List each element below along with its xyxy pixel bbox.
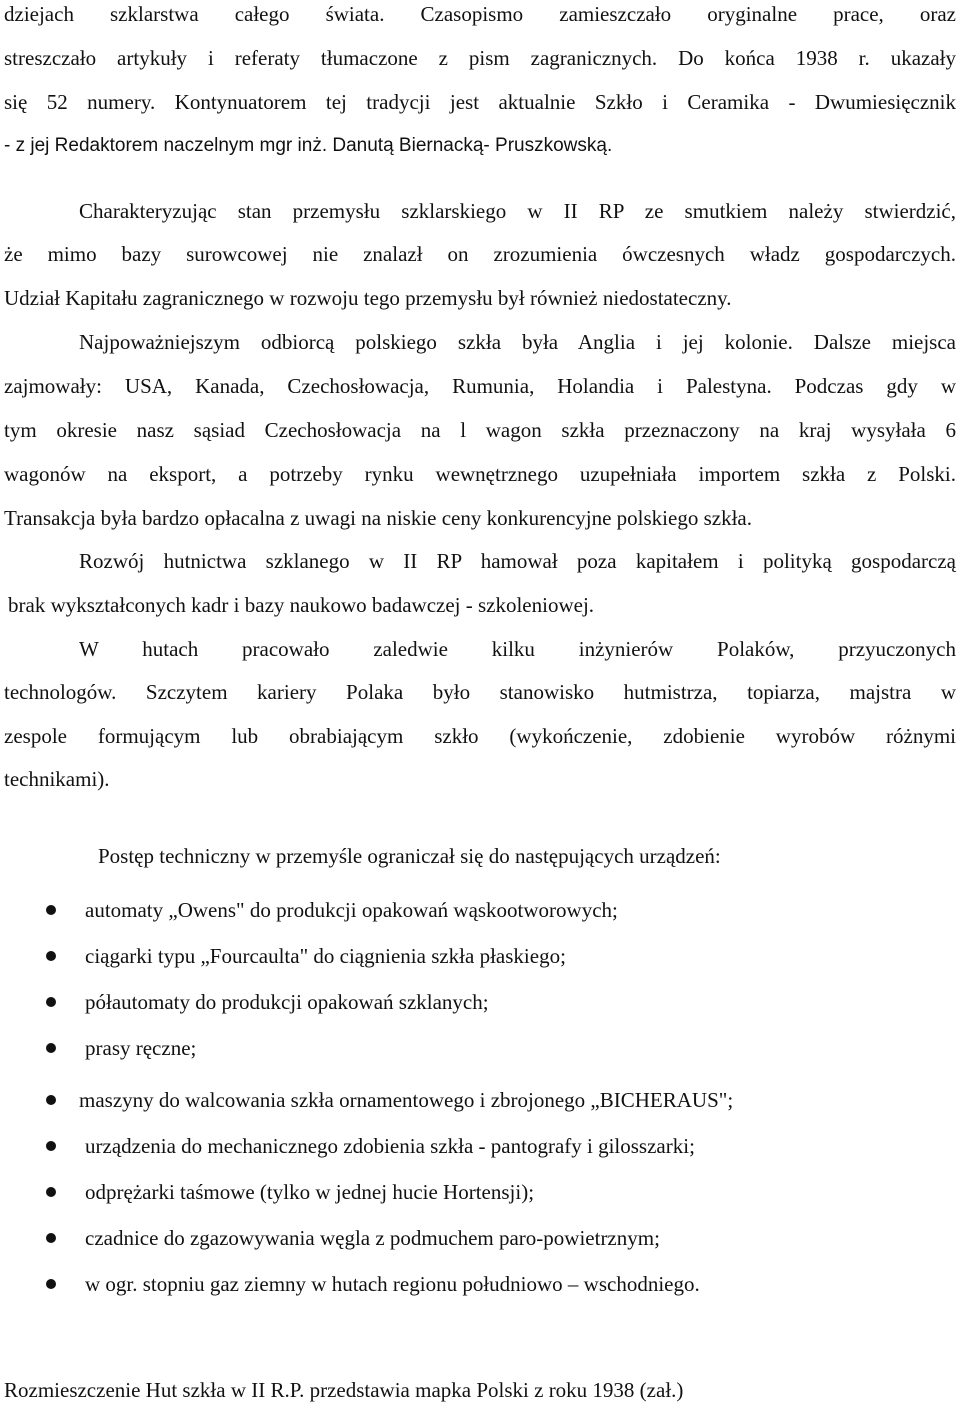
list-item-text: czadnice do zgazowywania węgla z podmuchem paro-powietrznym;: [85, 1226, 660, 1250]
paragraph-line: technikami).: [4, 767, 110, 791]
paragraph-line: Udział Kapitału zagranicznego w rozwoju tego przemysłu był również niedostateczny.: [4, 286, 732, 310]
list-item-text: półautomaty do produkcji opakowań szklanych;: [85, 990, 489, 1014]
paragraph-line: dziejach szklarstwa całego świata. Czasopismo zamieszczało oryginalne prace, oraz: [4, 2, 956, 26]
paragraph-line: W hutach pracowało zaledwie kilku inżynierów Polaków, przyuczonych: [79, 637, 956, 661]
list-item-text: prasy ręczne;: [85, 1036, 197, 1060]
list-item-text: odprężarki taśmowe (tylko w jednej hucie Hortensji);: [85, 1180, 535, 1204]
bullet-icon: [46, 951, 56, 961]
paragraph-line: Rozwój hutnictwa szklanego w II RP hamował poza kapitałem i polityką gospodarczą: [79, 549, 956, 573]
list-item-text: automaty „Owens" do produkcji opakowań wąskootworowych;: [85, 898, 618, 922]
list-item-text: ciągarki typu „Fourcaulta" do ciągnienia szkła płaskiego;: [85, 944, 566, 968]
paragraph-line: Transakcja była bardzo opłacalna z uwagi na niskie ceny konkurencyjne polskiego szkła.: [4, 506, 752, 530]
paragraph-line: że mimo bazy surowcowej nie znalazł on zrozumienia ówczesnych władz gospodarczych.: [4, 242, 956, 266]
bullet-icon: [46, 1141, 56, 1151]
bullet-icon: [46, 1187, 56, 1197]
paragraph-line: - z jej Redaktorem naczelnym mgr inż. Danutą Biernacką- Pruszkowską.: [4, 135, 613, 156]
paragraph-line: zespole formującym lub obrabiającym szkło (wykończenie, zdobienie wyrobów różnymi: [4, 724, 956, 748]
bullet-icon: [46, 1233, 56, 1243]
bullet-icon: [46, 1043, 56, 1053]
paragraph-line: Charakteryzując stan przemysłu szklarskiego w II RP ze smutkiem należy stwierdzić,: [79, 199, 956, 223]
paragraph-line: się 52 numery. Kontynuatorem tej tradycji jest aktualnie Szkło i Ceramika - Dwumiesięcznik: [4, 90, 956, 114]
bullet-icon: [46, 1095, 56, 1105]
bullet-icon: [46, 997, 56, 1007]
list-item-text: maszyny do walcowania szkła ornamentowego i zbrojonego „BICHERAUS";: [79, 1088, 734, 1112]
paragraph-line: brak wykształconych kadr i bazy naukowo badawczej - szkoleniowej.: [8, 593, 595, 617]
list-heading: Postęp techniczny w przemyśle ograniczał się do następujących urządzeń:: [98, 844, 721, 868]
closing-line: Rozmieszczenie Hut szkła w II R.P. przedstawia mapka Polski z roku 1938 (zał.): [4, 1378, 684, 1402]
bullet-icon: [46, 1279, 56, 1289]
paragraph-line: technologów. Szczytem kariery Polaka było stanowisko hutmistrza, topiarza, majstra w: [4, 680, 956, 704]
paragraph-line: streszczało artykuły i referaty tłumaczone z pism zagranicznych. Do końca 1938 r. ukazały: [4, 46, 956, 70]
list-item-text: urządzenia do mechanicznego zdobienia szkła - pantografy i gilosszarki;: [85, 1134, 695, 1158]
paragraph-line: wagonów na eksport, a potrzeby rynku wewnętrznego uzupełniała importem szkła z Polski.: [4, 462, 956, 486]
bullet-icon: [46, 905, 56, 915]
paragraph-line: tym okresie nasz sąsiad Czechosłowacja na l wagon szkła przeznaczony na kraj wysyłała 6: [4, 418, 956, 442]
paragraph-line: zajmowały: USA, Kanada, Czechosłowacja, Rumunia, Holandia i Palestyna. Podczas gdy w: [4, 374, 956, 398]
paragraph-line: Najpoważniejszym odbiorcą polskiego szkła była Anglia i jej kolonie. Dalsze miejsca: [79, 330, 956, 354]
list-item-text: w ogr. stopniu gaz ziemny w hutach regionu południowo – wschodniego.: [85, 1272, 700, 1296]
